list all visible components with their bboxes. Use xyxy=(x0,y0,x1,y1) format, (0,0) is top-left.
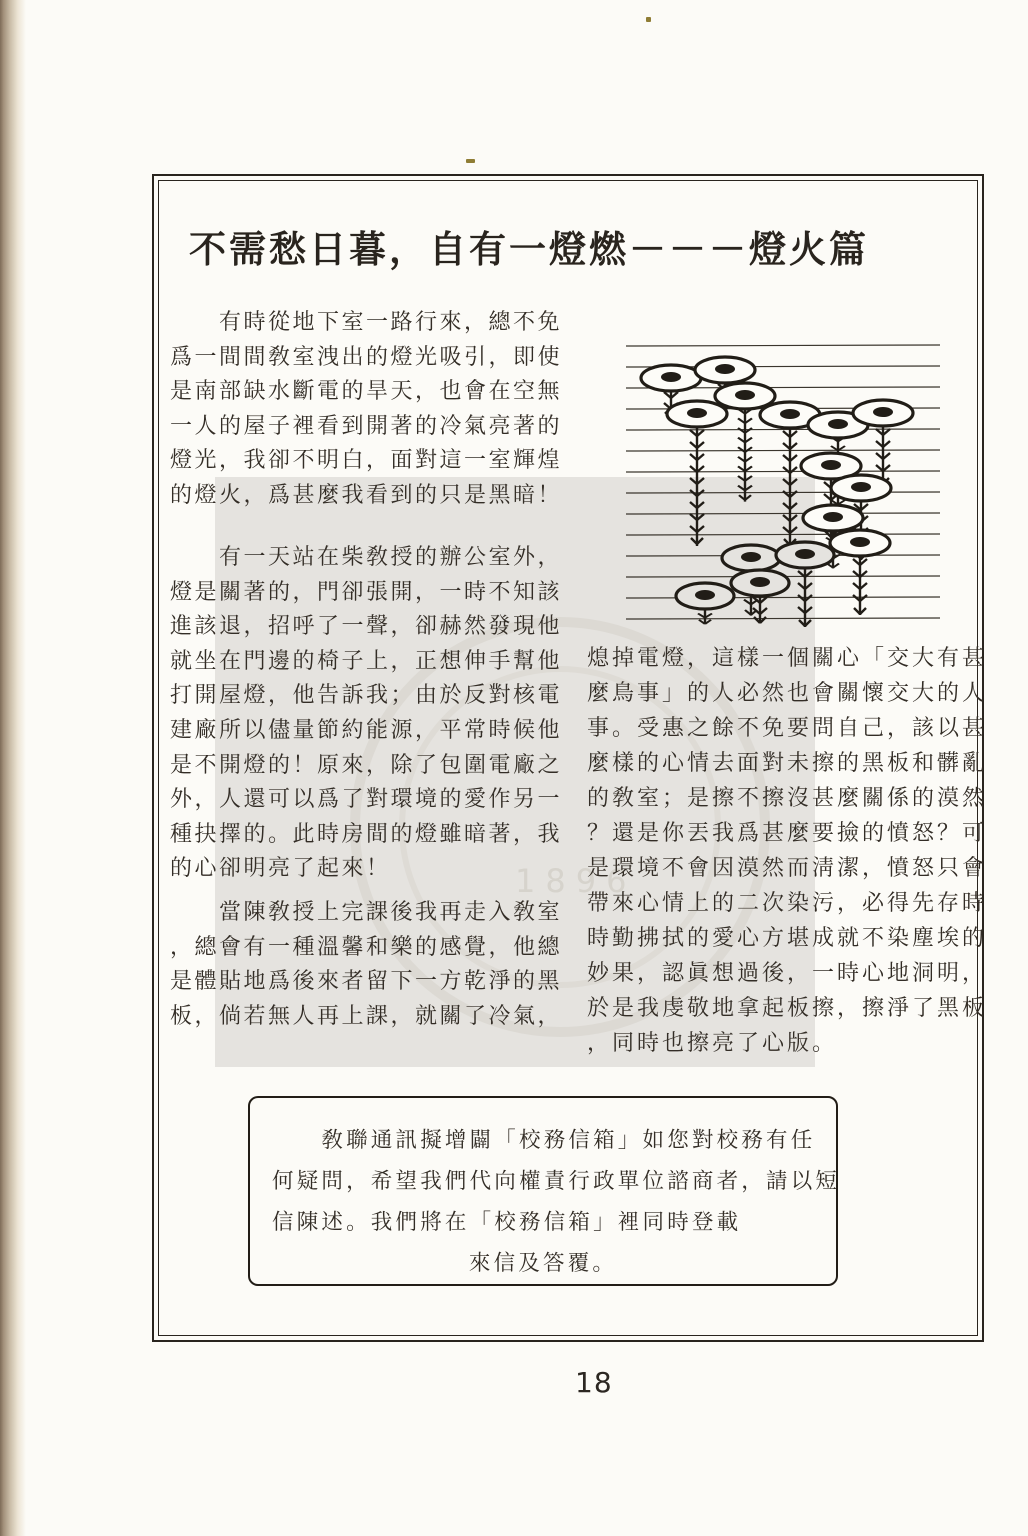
article-title: 不需愁日暮，自有一燈燃－－－燈火篇 xyxy=(189,227,869,271)
text-line: 進該退，招呼了一聲，卻赫然發現他 xyxy=(170,614,563,640)
text-line: 麼樣的心情去面對未擦的黑板和髒亂 xyxy=(587,751,988,776)
text-line: 有一天站在柴敎授的辦公室外， xyxy=(170,545,563,570)
text-line: ，同時也擦亮了心版。 xyxy=(587,1031,838,1056)
seal-year-text: 1896 xyxy=(515,862,637,900)
text-line: 的燈火，爲甚麼我看到的只是黑暗！ xyxy=(170,482,563,508)
text-line: 敎聯通訊擬增闢「校務信箱」如您對校務有任 xyxy=(272,1128,816,1153)
text-line: 板，倘若無人再上課，就關了冷氣， xyxy=(170,1003,563,1029)
text-line: 的心卻明亮了起來！ xyxy=(170,856,391,882)
text-line: 打開屋燈，他告訴我；由於反對核電 xyxy=(170,683,563,709)
book-binding-edge xyxy=(0,0,26,1536)
text-line: 燈是關著的，門卻張開，一時不知該 xyxy=(170,579,563,605)
text-line: 事。受惠之餘不免要問自己，該以甚 xyxy=(587,716,988,741)
text-line: 種抉擇的。此時房間的燈雖暗著，我 xyxy=(170,821,563,847)
text-line: 爲一間間敎室洩出的燈光吸引，即使 xyxy=(170,344,563,370)
text-line: 是不開燈的！原來，除了包圍電廠之 xyxy=(170,752,563,778)
text-line: 於是我虔敬地拿起板擦，擦淨了黑板 xyxy=(587,996,988,1021)
scan-speck xyxy=(466,159,475,163)
notice-text xyxy=(250,1098,841,1243)
text-line: 就坐在門邊的椅子上，正想伸手幫他 xyxy=(170,648,563,674)
left-column-paragraph-1 xyxy=(170,306,562,514)
text-line: 是體貼地爲後來者留下一方乾淨的黑 xyxy=(170,969,563,995)
text-line: 有時從地下室一路行來，總不免 xyxy=(170,310,563,335)
text-line: 當陳敎授上完課後我再走入敎室 xyxy=(170,900,563,925)
text-line: 何疑問，希望我們代向權責行政單位諮商者，請以短 xyxy=(272,1169,841,1194)
right-column-paragraph xyxy=(587,641,987,1061)
text-line: 的敎室；是擦不擦沒甚麼關係的漠然 xyxy=(587,786,988,811)
text-line: 是南部缺水斷電的旱天，也會在空無 xyxy=(170,379,563,405)
text-line: 熄掉電燈，這樣一個關心「交大有甚 xyxy=(587,646,988,671)
text-line: 燈光，我卻不明白，面對這一室輝煌 xyxy=(170,448,563,474)
notice-last-line: 來信及答覆。 xyxy=(468,1251,618,1276)
flower-blossoms xyxy=(641,357,913,609)
text-line: 妙果，認眞想過後，一時心地洞明， xyxy=(587,961,988,986)
text-line: 信陳述。我們將在「校務信箱」裡同時登載 xyxy=(272,1210,742,1235)
text-line: 麼鳥事」的人必然也會關懷交大的人 xyxy=(587,681,988,706)
text-line: 一人的屋子裡看到開著的冷氣亮著的 xyxy=(170,413,563,439)
text-line: 是環境不會因漠然而淸潔，憤怒只會 xyxy=(587,856,988,881)
left-column-paragraph-3 xyxy=(170,896,562,1034)
text-line: 時勤拂拭的愛心方堪成就不染塵埃的 xyxy=(587,926,988,951)
text-line: 建廠所以儘量節約能源，平常時候他 xyxy=(170,717,563,743)
text-line: ？還是你丟我爲甚麼要撿的憤怒？可 xyxy=(587,821,988,846)
scan-speck xyxy=(646,17,651,22)
text-line: 外，人還可以爲了對環境的愛作另一 xyxy=(170,787,563,813)
flowers-illustration xyxy=(620,338,946,628)
page-number: 18 xyxy=(575,1366,613,1399)
notice-box xyxy=(248,1096,841,1286)
text-line: ，總會有一種溫馨和樂的感覺，他總 xyxy=(170,934,563,960)
left-column-paragraph-2 xyxy=(170,541,562,887)
text-line: 帶來心情上的二次染污，必得先存時 xyxy=(587,891,988,916)
